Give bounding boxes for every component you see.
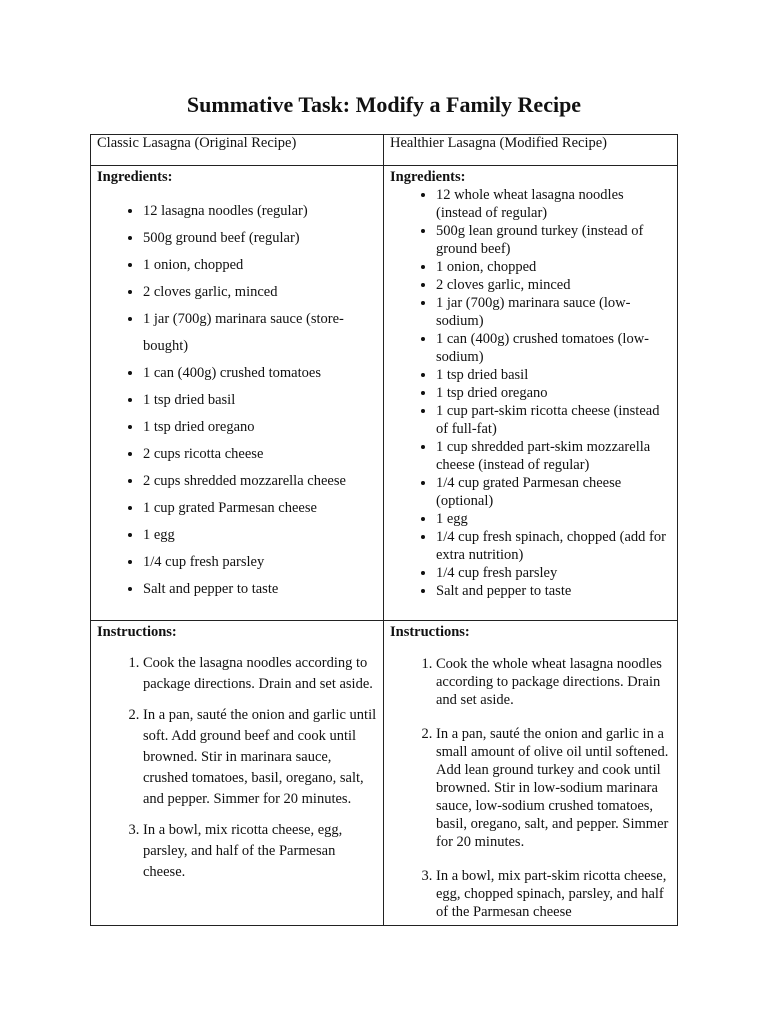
instructions-row	[91, 621, 678, 926]
original-ingredients-cell	[91, 166, 384, 621]
ingredient-item: • 1 cup grated Parmesan cheese	[143, 495, 377, 522]
instruction-step: 2. In a pan, sauté the onion and garlic until soft. Add ground beef and cook until browned. Stir in marinara sauce, crushed tomatoes, basil, oregano, salt, and pepper. Simmer for 20 minutes.	[143, 705, 377, 810]
ingredient-item: • 1 can (400g) crushed tomatoes (low-sodium)	[436, 330, 671, 366]
ingredient-item: • Salt and pepper to taste	[436, 582, 671, 600]
ingredient-item: • 1/4 cup fresh parsley	[143, 549, 377, 576]
ingredient-item: • 2 cloves garlic, minced	[436, 276, 671, 294]
ingredient-item: • 2 cloves garlic, minced	[143, 279, 377, 306]
instruction-step: 3. In a bowl, mix ricotta cheese, egg, parsley, and half of the Parmesan cheese.	[143, 820, 377, 883]
modified-instructions-label: Instructions:	[390, 624, 470, 640]
original-ingredients-label: Ingredients:	[97, 169, 173, 185]
ingredient-item: • 12 lasagna noodles (regular)	[143, 198, 377, 225]
recipe-comparison-table	[90, 134, 678, 926]
ingredient-item: • 500g ground beef (regular)	[143, 225, 377, 252]
instruction-step: 3. In a bowl, mix part-skim ricotta cheese, egg, chopped spinach, parsley, and half of the Parmesan cheese	[436, 867, 671, 921]
ingredient-item: • 1/4 cup grated Parmesan cheese (optional)	[436, 474, 671, 510]
ingredient-item: • 1 jar (700g) marinara sauce (low-sodium)	[436, 294, 671, 330]
ingredient-item: • 1 egg	[436, 510, 671, 528]
ingredient-item: • 1 egg	[143, 522, 377, 549]
ingredient-item: • Salt and pepper to taste	[143, 576, 377, 603]
ingredient-item: • 1 onion, chopped	[143, 252, 377, 279]
modified-ingredients-label: Ingredients:	[390, 169, 466, 185]
original-instructions-cell	[91, 621, 384, 926]
ingredient-item: • 1/4 cup fresh spinach, chopped (add for extra nutrition)	[436, 528, 671, 564]
ingredient-item: • 1 tsp dried oregano	[436, 384, 671, 402]
ingredient-item: • 500g lean ground turkey (instead of ground beef)	[436, 222, 671, 258]
ingredient-item: • 1 tsp dried basil	[143, 387, 377, 414]
ingredient-item: • 1 cup part-skim ricotta cheese (instead of full-fat)	[436, 402, 671, 438]
ingredient-item: • 1 cup shredded part-skim mozzarella cheese (instead of regular)	[436, 438, 671, 474]
original-instructions-list	[97, 653, 377, 883]
ingredient-item: • 1 jar (700g) marinara sauce (store-bought)	[143, 306, 377, 360]
instruction-step: 1. Cook the lasagna noodles according to package directions. Drain and set aside.	[143, 653, 377, 695]
modified-ingredients-list	[390, 186, 671, 620]
original-instructions-label: Instructions:	[97, 624, 177, 640]
table-header-row	[91, 135, 678, 166]
ingredient-item: • 1 tsp dried oregano	[143, 414, 377, 441]
original-ingredients-list	[97, 198, 377, 603]
page-title: Summative Task: Modify a Family Recipe	[186, 92, 582, 117]
ingredient-item: • 2 cups ricotta cheese	[143, 441, 377, 468]
original-recipe-header: Classic Lasagna (Original Recipe)	[91, 135, 384, 166]
modified-instructions-cell	[384, 621, 678, 926]
ingredient-item: • 1/4 cup fresh parsley	[436, 564, 671, 582]
ingredient-item: • 1 can (400g) crushed tomatoes	[143, 360, 377, 387]
modified-ingredients-cell	[384, 166, 678, 621]
ingredients-row	[91, 166, 678, 621]
ingredient-item: • 12 whole wheat lasagna noodles (instead of regular)	[436, 186, 671, 222]
modified-recipe-header: Healthier Lasagna (Modified Recipe)	[384, 135, 678, 166]
instruction-step: 2. In a pan, sauté the onion and garlic in a small amount of olive oil until softened. Add lean ground turkey and cook until browned. Stir in low-sodium marinara sauce, low-sodium crushed tomatoes, basil, oregano, salt, and pepper. Simmer for 20 minutes.	[436, 725, 671, 851]
modified-instructions-list	[390, 655, 671, 921]
instruction-step: 1. Cook the whole wheat lasagna noodles according to package directions. Drain and set aside.	[436, 655, 671, 709]
ingredient-item: • 1 onion, chopped	[436, 258, 671, 276]
ingredient-item: • 2 cups shredded mozzarella cheese	[143, 468, 377, 495]
ingredient-item: • 1 tsp dried basil	[436, 366, 671, 384]
